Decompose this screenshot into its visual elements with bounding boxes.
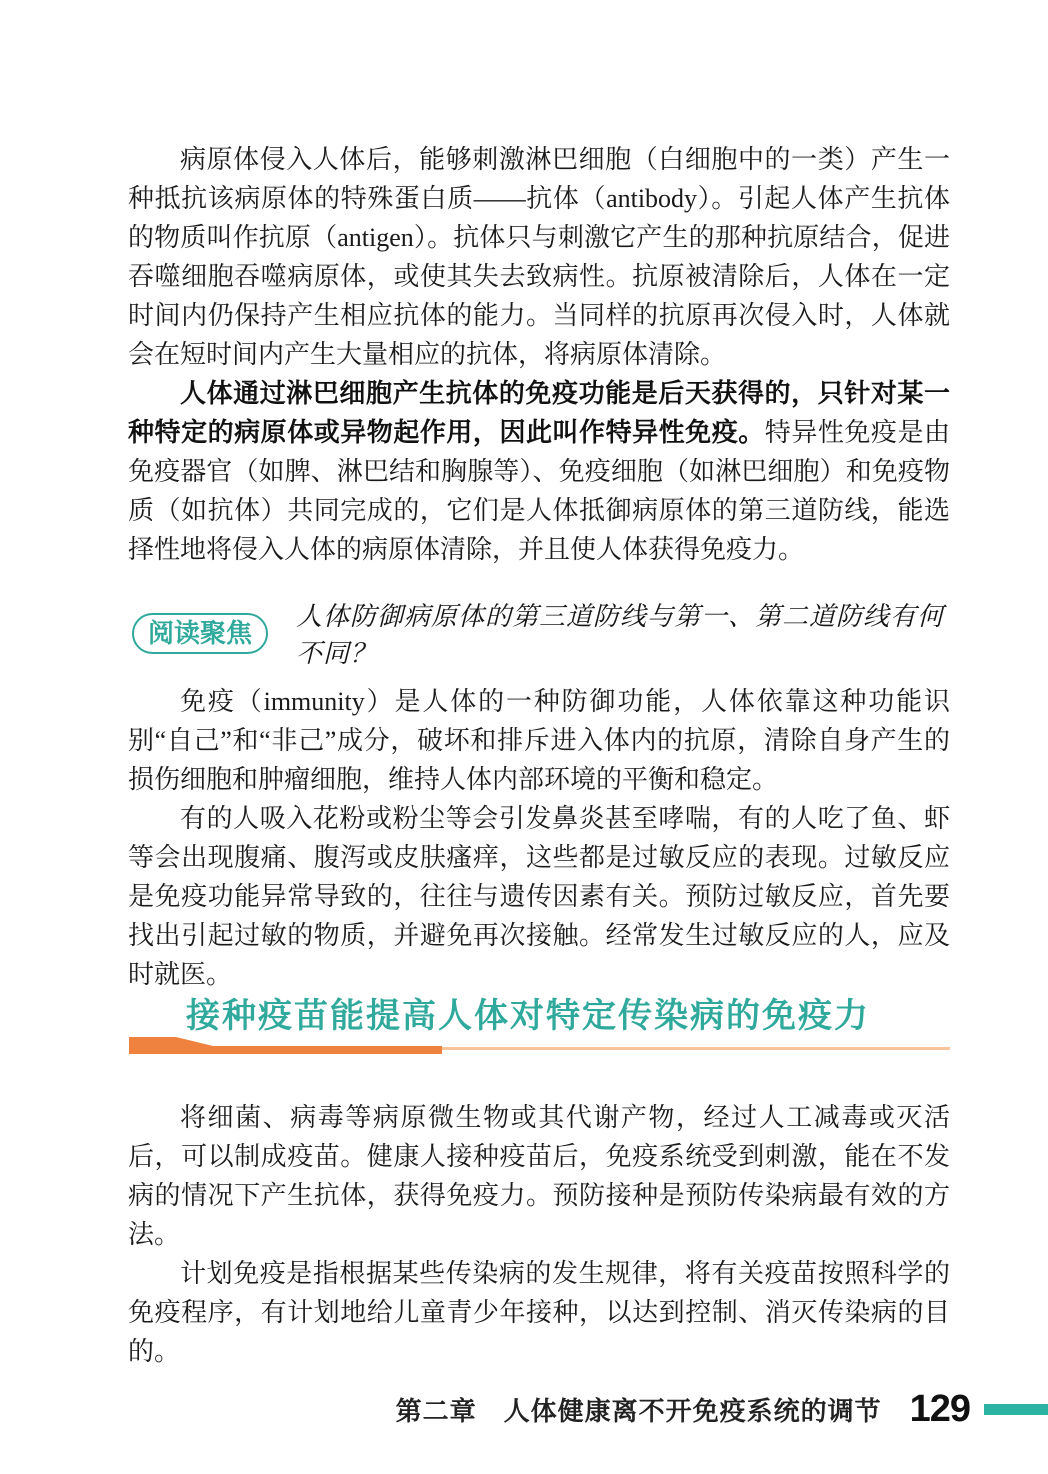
vaccine-paragraphs — [128, 1098, 950, 1371]
reading-focus-badge: 阅读聚焦 — [132, 613, 268, 654]
paragraph-vaccine: 将细菌、病毒等病原微生物或其代谢产物，经过人工减毒或灭活后，可以制成疫苗。健康人接种疫苗后，免疫系统受到刺激，能在不发病的情况下产生抗体，获得免疫力。预防接种是预防传染病最有效的方法。 — [128, 1103, 950, 1249]
section-heading: 接种疫苗能提高人体对特定传染病的免疫力 — [186, 997, 870, 1035]
footer-chapter-title: 第二章 人体健康离不开免疫系统的调节 — [395, 1397, 882, 1426]
reading-focus-row — [132, 596, 954, 670]
page-footer — [396, 1388, 1048, 1431]
specific-immunity-bold-lead: 人体通过淋巴细胞产生抗体的免疫功能是后天获得的，只针对某一种特定的病原体或异物起作用，因此叫作特异性免疫。 — [128, 378, 950, 447]
paragraph-planned-immunization: 计划免疫是指根据某些传染病的发生规律，将有关疫苗按照科学的免疫程序，有计划地给儿童青少年接种，以达到控制、消灭传染病的目的。 — [128, 1259, 950, 1366]
intro-paragraphs — [128, 140, 950, 569]
reading-focus-question: 人体防御病原体的第三道防线与第一、第二道防线有何不同？ — [296, 602, 945, 668]
heading-orange-wedge — [129, 1037, 442, 1054]
heading-orange-line — [442, 1047, 950, 1050]
immunity-paragraphs — [128, 682, 950, 994]
paragraph-specific-immunity — [128, 374, 950, 569]
specific-immunity-continuation: 特异性免疫是由免疫器官（如脾、淋巴结和胸腺等）、免疫细胞（如淋巴细胞）和免疫物质（如抗体）共同完成的，它们是人体抵御病原体的第三道防线，能选择性地将侵入人体的病原体清除，并且使人体获得免疫力。 — [128, 418, 950, 564]
paragraph-antibody: 病原体侵入人体后，能够刺激淋巴细胞（白细胞中的一类）产生一种抵抗该病原体的特殊蛋白质——抗体（antibody）。引起人体产生抗体的物质叫作抗原（antigen）。抗体只与刺激它产生的那种抗原结合，促进吞噬细胞吞噬病原体，或使其失去致病性。抗原被清除后，人体在一定时间内仍保持产生相应抗体的能力。当同样的抗原再次侵入时，人体就会在短时间内产生大量相应的抗体，将病原体清除。 — [128, 145, 950, 369]
footer-teal-accent-bar — [984, 1404, 1048, 1415]
paragraph-immunity-definition: 免疫（immunity）是人体的一种防御功能，人体依靠这种功能识别“自己”和“非己”成分，破坏和排斥进入体内的抗原，清除自身产生的损伤细胞和肿瘤细胞，维持人体内部环境的平衡和稳定。 — [128, 687, 950, 794]
paragraph-allergy: 有的人吸入花粉或粉尘等会引发鼻炎甚至哮喘，有的人吃了鱼、虾等会出现腹痛、腹泻或皮肤瘙痒，这些都是过敏反应的表现。过敏反应是免疫功能异常导致的，往往与遗传因素有关。预防过敏反应，首先要找出引起过敏的物质，并避免再次接触。经常发生过敏反应的人，应及时就医。 — [128, 804, 950, 989]
footer-page-number: 129 — [909, 1388, 970, 1430]
